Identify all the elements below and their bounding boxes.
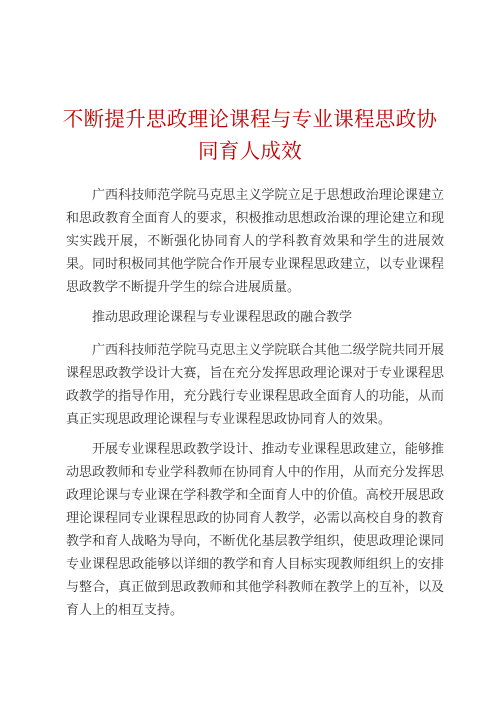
paragraph-intro: 广西科技师范学院马克思主义学院立足于思想政治理论课建立和思政教育全面育人的要求，积极推动思想政治课的理论建立和现实实践开展，不断强化协同育人的学科教育效果和学生的进展效果。同时积极同其他学院合作开展专业课程思政建立，以专业课程思政教学不断提升学生的综合进展质量。 — [66, 188, 444, 295]
document-body — [66, 184, 444, 629]
document-title: 不断提升思政理论课程与专业课程思政协同育人成效 — [62, 107, 438, 163]
paragraph-contest: 广西科技师范学院马克思主义学院联合其他二级学院共同开展课程思政教学设计大赛，旨在充分发挥思政理论课对于专业课程思政教学的指导作用，充分践行专业课程思政全面育人的功能，从而真正实现思政理论课程与专业课程思政协同育人的效果。 — [66, 343, 444, 427]
section-heading: 推动思政理论课程与专业课程思政的融合教学 — [92, 310, 353, 325]
paragraph-collaboration: 开展专业课程思政教学设计、推动专业课程思政建立，能够推动思政教师和专业学科教师在协同育人中的作用，从而充分发挥思政理论课与专业课在学科教学和全面育人中的价值。高校开展思政理论课程同专业课程思政的协同育人教学，必需以高校自身的教育教学和育人战略为导向，不断优化基层教学组织，使思政理论课同专业课程思政能够以详细的教学和育人目标实现教师组织上的安排与整合，真正做到思政教师和其他学科教师在教学上的互补，以及育人上的相互支持。 — [66, 442, 444, 618]
